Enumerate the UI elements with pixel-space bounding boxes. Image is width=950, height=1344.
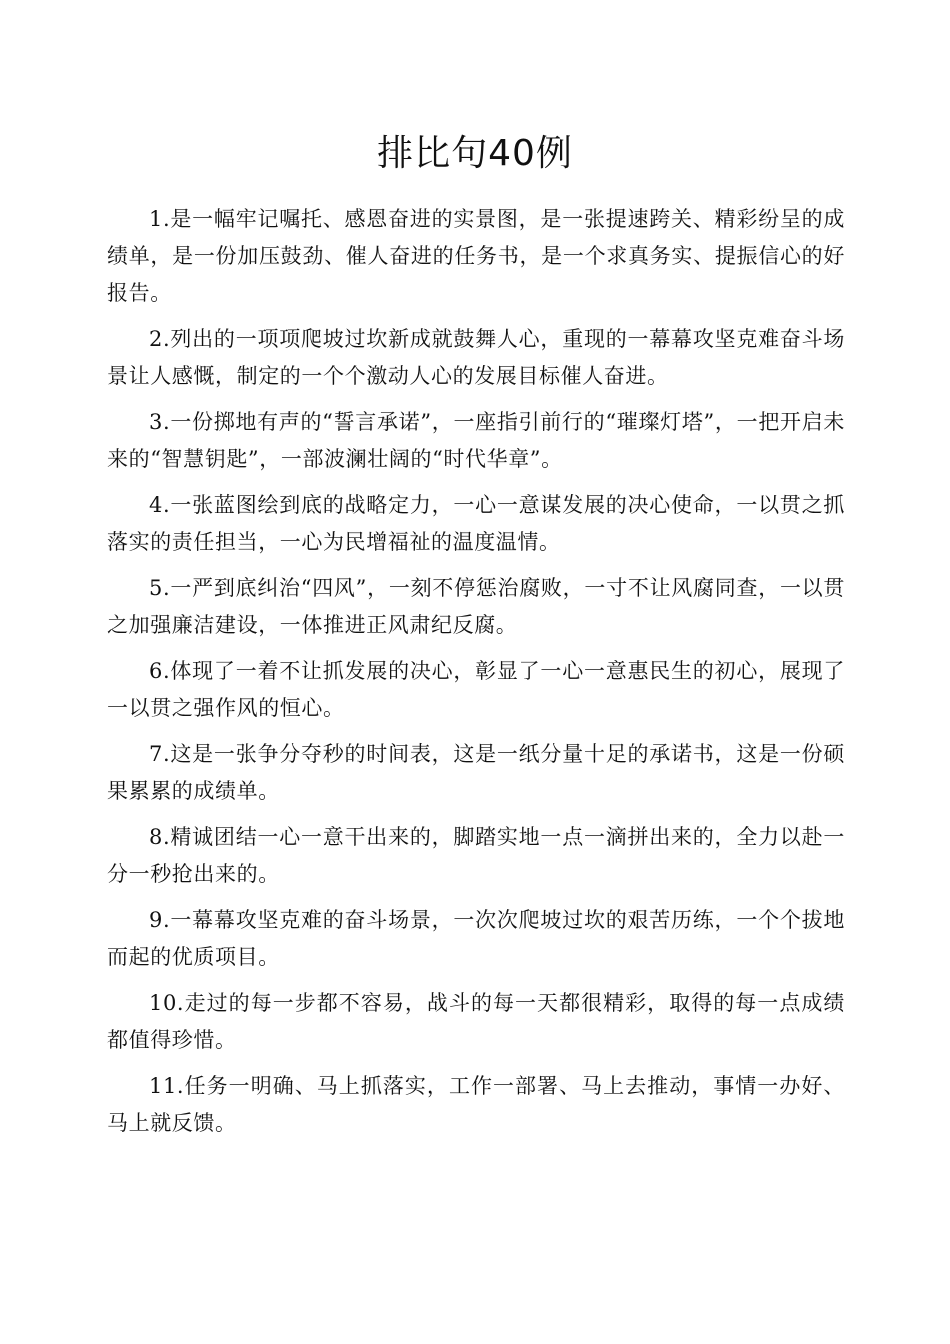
list-item: 9.一幕幕攻坚克难的奋斗场景，一次次爬坡过坎的艰苦历练，一个个拔地而起的优质项目。 [107, 908, 845, 969]
list-item: 6.体现了一着不让抓发展的决心，彰显了一心一意惠民生的初心，展现了一以贯之强作风的恒心。 [107, 659, 845, 720]
list-item: 10.走过的每一步都不容易，战斗的每一天都很精彩，取得的每一点成绩都值得珍惜。 [107, 991, 845, 1052]
list-item: 2.列出的一项项爬坡过坎新成就鼓舞人心，重现的一幕幕攻坚克难奋斗场景让人感慨，制定的一个个激动人心的发展目标催人奋进。 [107, 327, 845, 388]
list-item: 8.精诚团结一心一意干出来的，脚踏实地一点一滴拼出来的，全力以赴一分一秒抢出来的。 [107, 825, 845, 886]
example-list [107, 201, 845, 1151]
list-item: 11.任务一明确、马上抓落实，工作一部署、马上去推动，事情一办好、马上就反馈。 [107, 1074, 845, 1135]
list-item: 3.一份掷地有声的“誓言承诺”，一座指引前行的“璀璨灯塔”，一把开启未来的“智慧钥匙”，一部波澜壮阔的“时代华章”。 [107, 410, 845, 471]
list-item: 4.一张蓝图绘到底的战略定力，一心一意谋发展的决心使命，一以贯之抓落实的责任担当，一心为民增福祉的温度温情。 [107, 493, 845, 554]
list-item: 1.是一幅牢记嘱托、感恩奋进的实景图，是一张提速跨关、精彩纷呈的成绩单，是一份加压鼓劲、催人奋进的任务书，是一个求真务实、提振信心的好报告。 [107, 207, 845, 305]
list-item: 5.一严到底纠治“四风”，一刻不停惩治腐败，一寸不让风腐同查，一以贯之加强廉洁建设，一体推进正风肃纪反腐。 [107, 576, 845, 637]
document-title: 排比句40例 [377, 133, 573, 174]
list-item: 7.这是一张争分夺秒的时间表，这是一纸分量十足的承诺书，这是一份硕果累累的成绩单。 [107, 742, 845, 803]
